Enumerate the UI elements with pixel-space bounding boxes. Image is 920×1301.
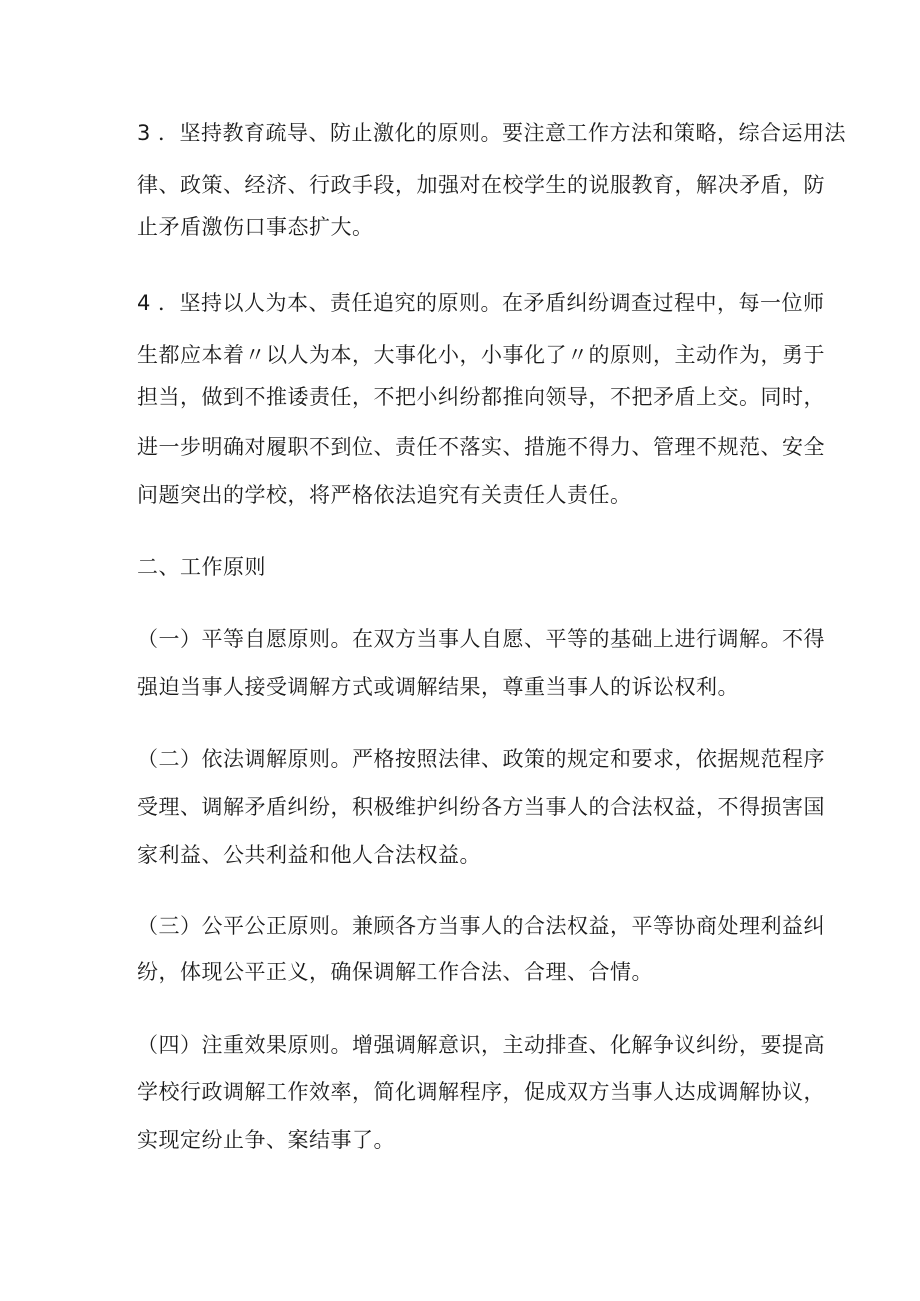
principle-1-line-2: 强迫当事人接受调解方式或调解结果，尊重当事人的诉讼权利。 [137, 675, 739, 699]
paragraph-1-line-2: 律、政策、经济、行政手段，加强对在校学生的说服教育，解决矛盾，防 [137, 173, 825, 197]
paragraph-1-line-1: 3 ．坚持教育疏导、防止激化的原则。要注意工作方法和策略，综合运用法 [137, 121, 847, 145]
paragraph-2-line-5: 问题突出的学校，将严格依法追究有关责任人责任。 [137, 483, 632, 507]
principle-3-line-2: 纷，体现公平正义，确保调解工作合法、合理、合情。 [137, 960, 653, 984]
principle-3-line-1: （三）公平公正原则。兼顾各方当事人的合法权益，平等协商处理利益纠 [137, 914, 825, 938]
paragraph-2-line-3: 担当，做到不推诿责任，不把小纠纷都推向领导，不把矛盾上交。同时， [137, 385, 825, 409]
principle-1-line-1: （一）平等自愿原则。在双方当事人自愿、平等的基础上进行调解。不得 [137, 627, 825, 651]
paragraph-2-line-4: 进一步明确对履职不到位、责任不落实、措施不得力、管理不规范、安全 [137, 435, 825, 459]
paragraph-2-line-2: 生都应本着〃以人为本，大事化小，小事化了〃的原则，主动作为，勇于 [137, 343, 825, 367]
principle-4-line-1: （四）注重效果原则。增强调解意识，主动排查、化解争议纠纷，要提高 [137, 1033, 825, 1057]
paragraph-2-line-1: 4 ．坚持以人为本、责任追究的原则。在矛盾纠纷调查过程中，每一位师 [137, 291, 825, 315]
section-heading: 二、工作原则 [137, 555, 266, 579]
principle-2-line-1: （二）依法调解原则。严格按照法律、政策的规定和要求，依据规范程序 [137, 747, 825, 771]
principle-2-line-3: 家利益、公共利益和他人合法权益。 [137, 843, 481, 867]
principle-4-line-3: 实现定纷止争、案结事了。 [137, 1128, 395, 1152]
principle-2-line-2: 受理、调解矛盾纠纷，积极维护纠纷各方当事人的合法权益，不得损害国 [137, 795, 825, 819]
principle-4-line-2: 学校行政调解工作效率，简化调解程序，促成双方当事人达成调解协议， [137, 1080, 825, 1104]
paragraph-1-line-3: 止矛盾激伤口事态扩大。 [137, 215, 374, 239]
